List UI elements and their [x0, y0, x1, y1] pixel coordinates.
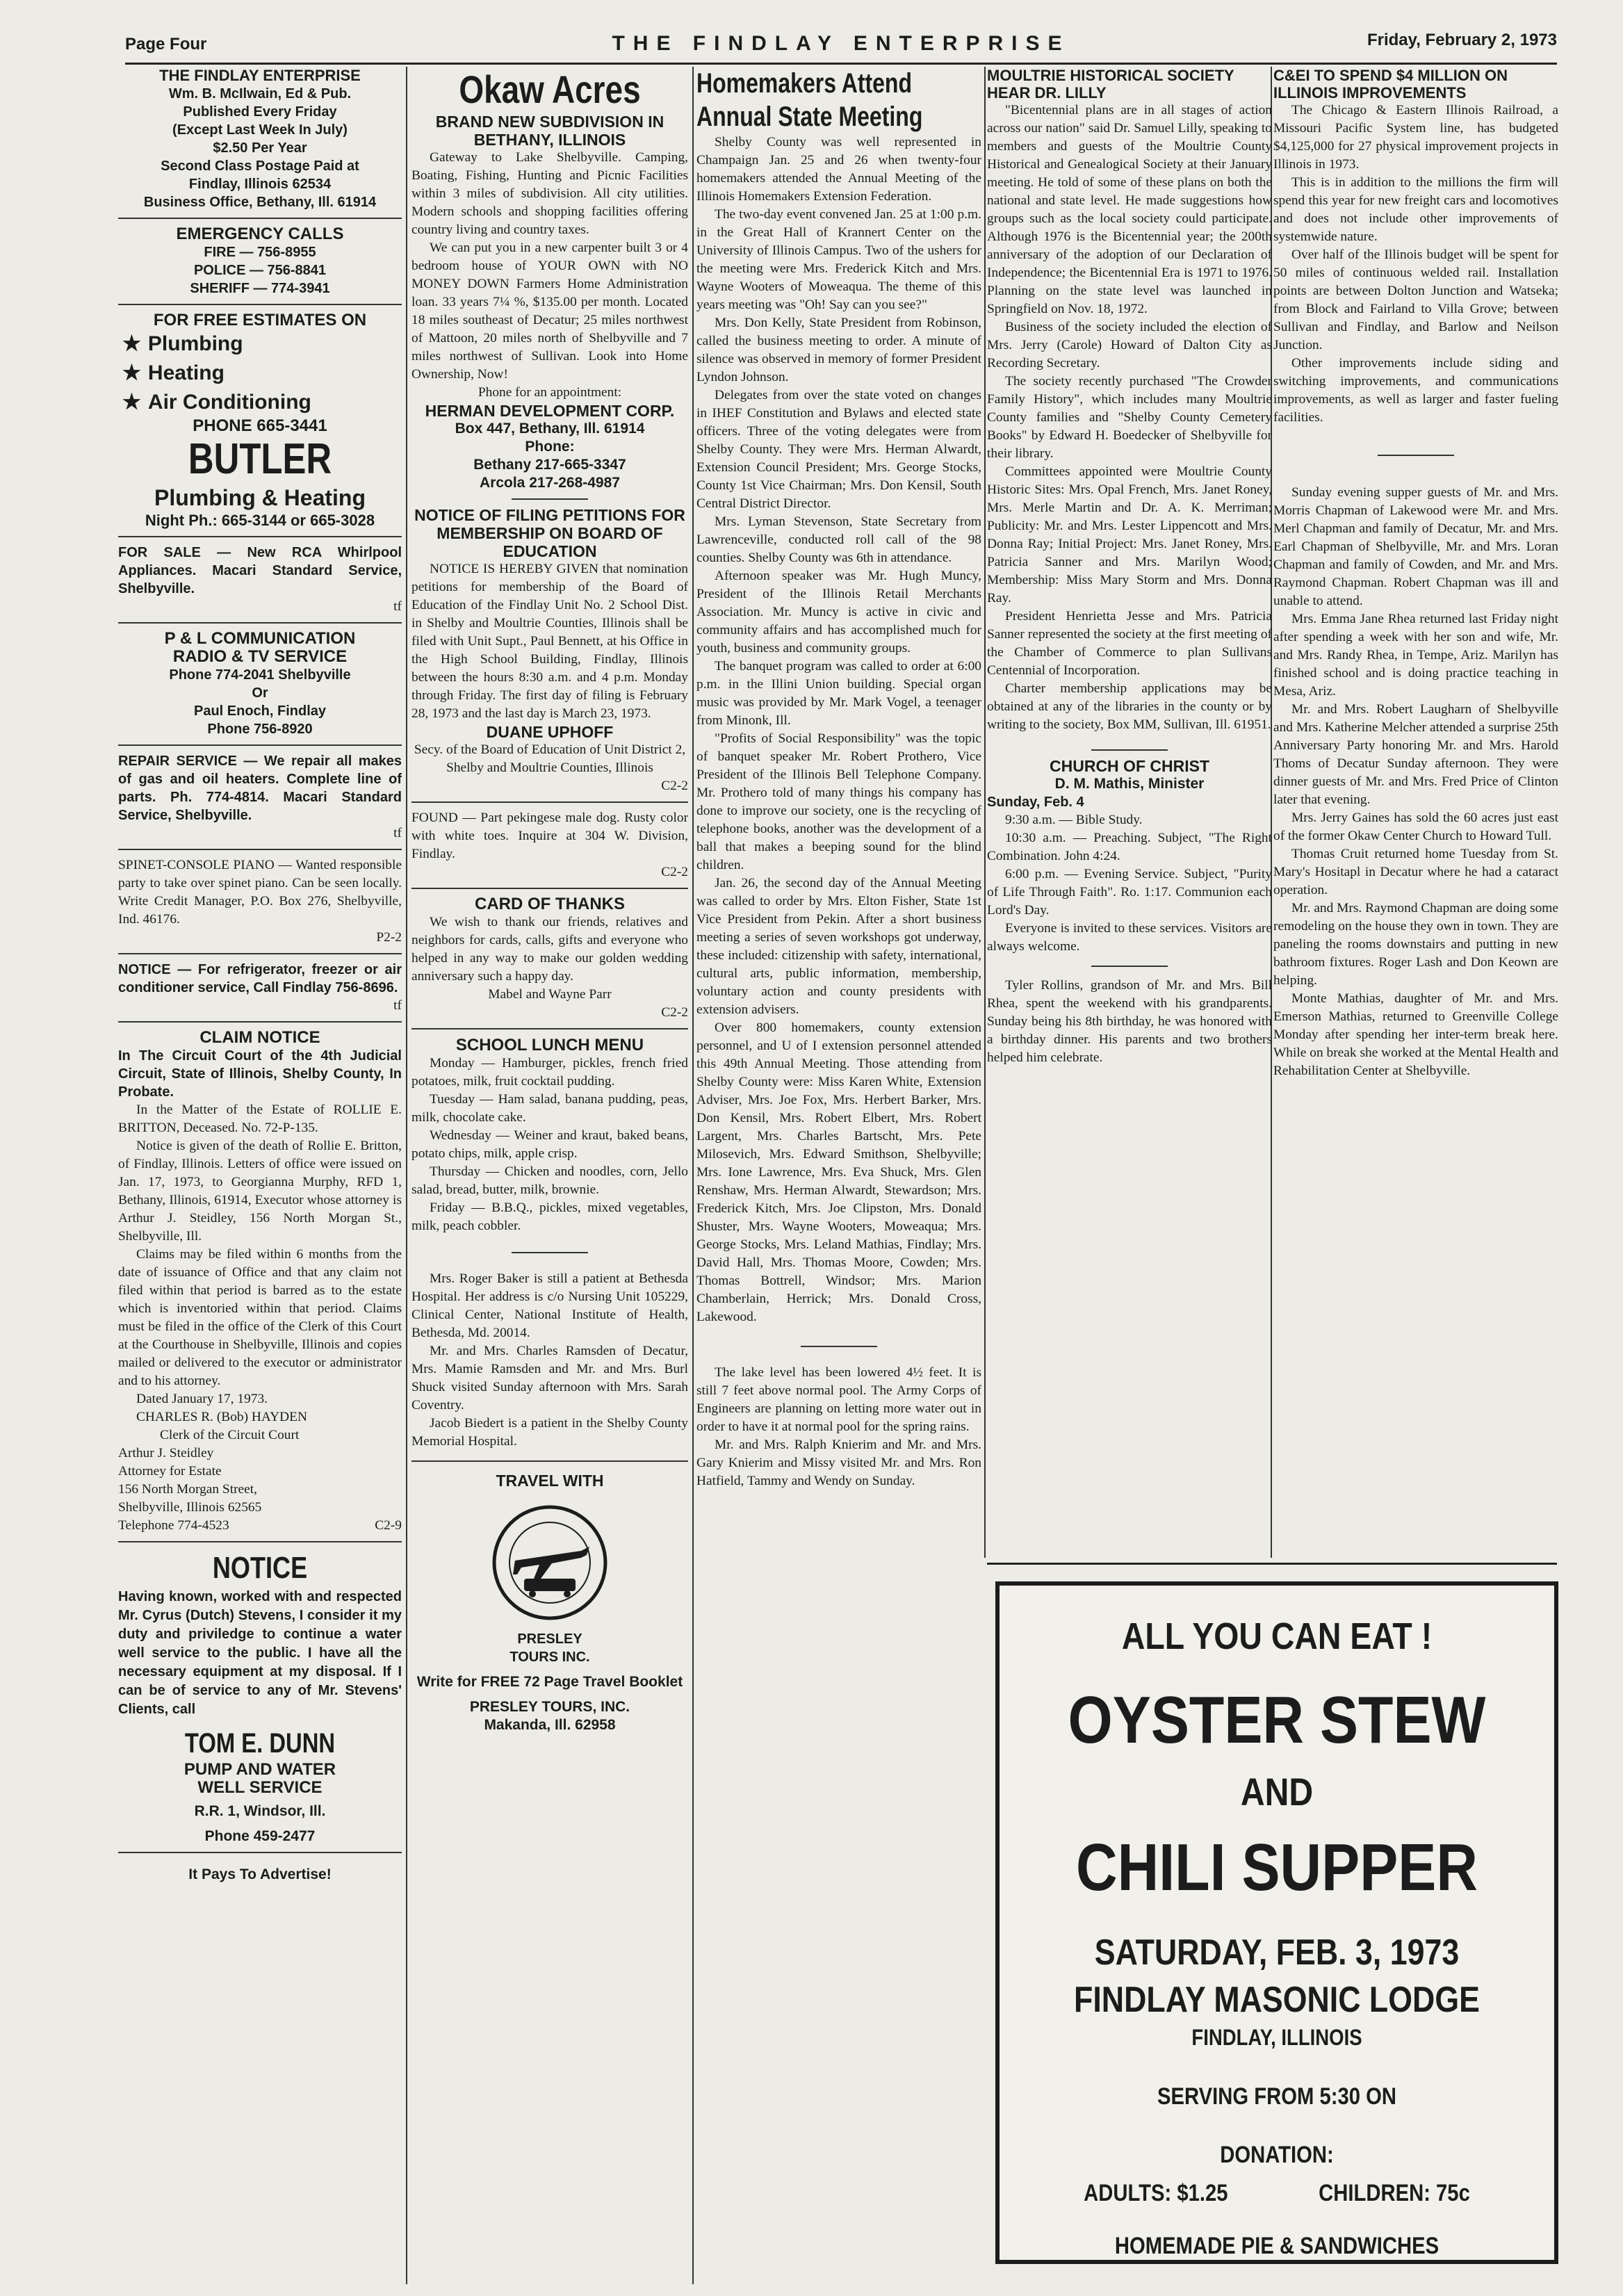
presley-tours-ad: TRAVEL WITH PRESLEY TOURS INC. Write for FREE 72 Page Travel Booklet PRESLEY TOURS, INC. Makanda, Ill. 62958 [411, 1472, 688, 1734]
star-icon: ★ [122, 391, 141, 414]
found-ad: FOUND — Part pekingese male dog. Rusty color with white toes. Inquire at 304 W. Division, Findlay. [411, 811, 688, 861]
divider [118, 536, 402, 537]
column-3 [696, 67, 981, 2284]
promo-place: FINDLAY MASONIC LODGE [1074, 1980, 1480, 2020]
divider [118, 218, 402, 219]
claim-sub: In The Circuit Court of the 4th Judicial Circuit, State of Illinois, Shelby County, In Probate. [118, 1048, 402, 1100]
promo-serving: SERVING FROM 5:30 ON [1157, 2083, 1396, 2110]
butler-sub: Plumbing & Heating [154, 485, 366, 510]
pub-line: (Except Last Week In July) [172, 122, 348, 138]
page-number: Page Four [125, 35, 207, 54]
column-5 [1273, 67, 1558, 1554]
ad-code: tf [393, 599, 402, 614]
divider [801, 1346, 877, 1347]
masthead [125, 29, 1557, 65]
promo-line2: OYSTER STEW [1068, 1683, 1486, 1757]
pub-line: Findlay, Illinois 62534 [188, 177, 332, 192]
column-rule [692, 67, 694, 2284]
divider [1091, 966, 1168, 967]
column-rule [406, 67, 407, 2284]
column-4 [987, 67, 1272, 1554]
butler-ad [118, 311, 402, 530]
notice-title: NOTICE [212, 1551, 308, 1585]
logo-text-top: PRESLEY [517, 1631, 582, 1647]
lake-level-item: The lake level has been lowered 4½ feet. It is still 7 feet above normal pool. The Army Corps of Engineers are planning on letting more water out in order to have it at normal pool for the spring rains. [696, 1365, 981, 1434]
footer-slogan: It Pays To Advertise! [188, 1866, 332, 1882]
petitions-title: NOTICE OF FILING PETITIONS FOR MEMBERSHIP ON BOARD OF EDUCATION [414, 506, 685, 560]
divider [411, 1460, 688, 1462]
plane-logo-icon [477, 1497, 623, 1629]
promo-line1: ALL YOU CAN EAT ! [1121, 1615, 1433, 1657]
divider [411, 888, 688, 889]
fridge-notice: NOTICE — For refrigerator, freezer or air conditioner service, Call Findlay 756-8696. [118, 962, 402, 995]
divider [118, 1021, 402, 1023]
divider [118, 304, 402, 305]
emergency-line: POLICE — 756-8841 [193, 263, 327, 278]
butler-intro: FOR FREE ESTIMATES ON [153, 311, 367, 329]
promo-city: FINDLAY, ILLINOIS [1191, 2025, 1362, 2050]
dunn-notice: NOTICE Having known, worked with and respected Mr. Cyrus (Dutch) Stevens, I consider it my duty and priviledge to continue a water well service to the public. I have all the necessary equipment at my disposal. If I can be of service to any of Mr. Stevens' Clients, call TOM E. DUNN PUMP AND WATER WELL SERVICE R.R. 1, Windsor, Ill. Phone 459-2477 [118, 1549, 402, 1846]
knierim-item: Mr. and Mrs. Ralph Knierim and Mr. and Mrs. Gary Knierim and Missy visited Mr. and Mrs. Ron Hatfield, Tammy and Wendy on Sunday. [696, 1438, 981, 1488]
okaw-title: Okaw Acres [459, 67, 641, 111]
news-item: Mr. and Mrs. Charles Ramsden of Decatur, Mrs. Mamie Ramsden and Mr. and Mrs. Burl Shuck visited Sunday afternoon with Mrs. Sarah Coventry. [411, 1344, 688, 1412]
okaw-ad: Okaw Acres BRAND NEW SUBDIVISION IN BETHANY, ILLINOIS Gateway to Lake Shelbyville. Camping, Boating, Fishing, Hunting and Picnic Facilities within 3 miles of subdivision. All city utilities. Modern schools and shopping facilities offering country living and country taxes. We can put you in a new carpenter built 3 or 4 bedroom house of YOUR OWN with NO MONEY DOWN Farmers Home Administration loan. 33 years 7¼ %, $135.00 per month. Located 18 miles southeast of Decatur; 25 miles northwest of Mattoon, 20 miles north of Shelbyville and 7 miles northwest of Sullivan. Look into Home Ownership, Now! Phone for an appointment: HERMAN DEVELOPMENT CORP. Box 447, Bethany, Ill. 61914 Phone: Bethany 217-665-3347 Arcola 217-268-4987 [411, 67, 688, 491]
emergency-line: FIRE — 756-8955 [204, 245, 316, 260]
divider [118, 953, 402, 954]
school-lunch-menu: SCHOOL LUNCH MENU Monday — Hamburger, pickles, french fried potatoes, milk, fruit cocktail pudding. Tuesday — Ham salad, banana pudding, peas, milk, chocolate cake. Wednesday — Weiner and kraut, baked beans, potato chips, milk, apple crisp. Thursday — Chicken and noodles, corn, Jello salad, bread, butter, milk, brownie. Friday — B.B.Q., pickles, mixed vegetables, milk, peach cobbler. [411, 1036, 688, 1233]
pub-editor: Wm. B. McIlwain, Ed & Pub. [168, 86, 352, 101]
pl-communication-ad: P & L COMMUNICATION RADIO & TV SERVICE Phone 774-2041 Shelbyville Or Paul Enoch, Findlay Phone 756-8920 [164, 629, 356, 737]
service-item: ★ Plumbing [122, 332, 243, 355]
butler-name: BUTLER [188, 435, 332, 483]
divider [118, 849, 402, 850]
homemakers-headline: Homemakers Attend Annual State Meeting [696, 68, 923, 132]
church-of-christ: CHURCH OF CHRIST D. M. Mathis, Minister Sunday, Feb. 4 9:30 a.m. — Bible Study. 10:30 a.m. — Preaching. Subject, "The Right Combination. John 4:24. 6:00 p.m. — Evening Service. Subject, "Purity of Life Through Faith". Ro. 1:17. Communion each Lord's Day. Everyone is invited to these services. Visitors are always welcome. [987, 757, 1272, 954]
claim-title: CLAIM NOTICE [199, 1028, 320, 1047]
logo-text-bottom: TOURS INC. [509, 1650, 590, 1665]
divider [411, 1028, 688, 1029]
divider [1378, 455, 1454, 456]
pub-line: $2.50 Per Year [213, 140, 307, 156]
petitions-notice: NOTICE OF FILING PETITIONS FOR MEMBERSHIP ON BOARD OF EDUCATION NOTICE IS HEREBY GIVEN that nomination petitions for membership of the Board of Education of the Findlay Unit No. 2 School Dist. in Shelby and Moultrie Counties, Illinois shall be filed with Unit Supt., Paul Bennett, at his Office in the High School Building, Findlay, Illinois between the hours 8:30 a.m. and 4 p.m. Monday through Friday. The first day of filing is February 28, 1973 and the last day is March 23, 1973. DUANE UPHOFF Secy. of the Board of Education of Unit District 2, Shelby and Moultrie Counties, Illinois C2-2 [411, 506, 688, 793]
ad-code: tf [393, 826, 402, 840]
promo-prices [1038, 2178, 1515, 2208]
newspaper-title: THE FINDLAY ENTERPRISE [612, 32, 1070, 55]
divider [118, 1541, 402, 1542]
publication-info [118, 67, 402, 211]
homemakers-article: Shelby County was well represented in Champaign Jan. 25 and 26 when twenty-four homemakers attended the Annual Meeting of the Illinois Homemakers Extension Federation. The two-day event convened Jan. 25 at 1:00 p.m. in the Great Hall of Krannert Center on the University of Illinois Campus. Two of the ushers for the meeting were Mrs. Frederick Kitch and Mrs. Wayne Wooters of Moweaqua. The theme of this years meeting was "Oh! Say can you see?" Mrs. Don Kelly, State President from Robinson, called the business meeting to order. A minute of silence was observed in memory of former President Lyndon Johnson. Delegates from over the state voted on changes in IHEF Constitution and Bylaws and elected state officers. Three of the voting delegates were from Shelby County. They were Mrs. Herman Alwardt, Extension Council President; Mrs. George Stocks, County 1st Vice Chairman; Mrs. Don Kensil, South Central District Director. Mrs. Lyman Stevenson, State Secretary from Lawrenceville, conducted roll call of the 98 counties. Shelby County was 6th in attendance. Afternoon speaker was Mr. Hugh Muncy, President of the Illinois Retail Merchants Association. Mr. Muncy is active in civic and community affairs and has accomplished much for youth, business and community groups. The banquet program was called to order at 6:00 p.m. in the Illini Union building. Special organ music was provided by Mr. Mark Vogel, a teenager from Minonk, Ill. "Profits of Social Responsibility" was the topic of banquet speaker Mr. Robert Prothero, Vice President of the Illinois Bell Telephone Company. Mr. Prothero told of many things his company has done to improve our society, one is the recycling of telephone books, another was the development of a ball that makes a beeping sound for the blind children. Jan. 26, the second day of the Annual Meeting was called to order by Mrs. Elton Fisher, State 1st Vice President from Pekin. After a short business meeting a series of seven workshops got underway, these included: citizenship with safety, international, cultural arts, public information, membership, voluntary action and county presidents with extension advisers. Over 800 homemakers, county extension personnel, and U of I extension personnel attended this 49th Annual Meeting. Those attending from Shelby County were: Miss Karen White, Extension Adviser, Mrs. Joe Fox, Mrs. Herbert Barker, Mrs. Don Kensil, Mrs. Robert Elbert, Mrs. Robert Largent, Mrs. Charles Bartscht, Mrs. Pete Milosevich, Mrs. Edward Smithson, Shelbyville; Mrs. Ione Lawrence, Mrs. Eva Shuck, Mrs. Glen Renshaw, Mrs. Herman Alwardt, Stewardson; Mrs. Frederick Kitch, Mrs. Joe Clipston, Mrs. Donald Shuster, Mrs. Wayne Wooters, Moweaqua; Mrs. George Stocks, Mrs. Leland Mathias, Findlay; Mrs. David Hall, Mrs. Thomas Moore, Cowden; Mrs. Thomas Bottrell, Windsor; Mrs. Marion Chamberlain, Herrick; Mrs. Donald Cross, Lakewood. [696, 135, 981, 1324]
pub-line: Published Every Friday [183, 104, 337, 120]
star-icon: ★ [122, 361, 141, 384]
presley-tours-logo [411, 1497, 688, 1666]
promo-children: CHILDREN: 75c [1319, 2180, 1470, 2206]
promo-line4: CHILI SUPPER [1075, 1830, 1478, 1905]
emergency-line: SHERIFF — 774-3941 [190, 281, 330, 296]
promo-donation: DONATION: [1220, 2142, 1334, 2168]
emergency-calls [118, 225, 402, 298]
emergency-title: EMERGENCY CALLS [176, 225, 344, 243]
promo-homemade: HOMEMADE PIE & SANDWICHES [1114, 2233, 1440, 2259]
service-item: ★ Air Conditioning [122, 391, 311, 414]
divider [118, 744, 402, 746]
claim-notice: CLAIM NOTICE In The Circuit Court of the 4th Judicial Circuit, State of Illinois, Shelby County, In Probate. In the Matter of the Estate of ROLLIE E. BRITTON, Deceased. No. 72-P-135. Notice is given of the death of Rollie E. Britton, of Findlay, Illinois. Letters of office were issued on Jan. 17, 1973, to Georgianna Murphy, RFD 1, Bethany, Illinois, 61914, Executor whose attorney is Arthur J. Steidley, 156 North Morgan St., Shelbyville, Ill. Claims may be filed within 6 months from the date of issuance of Office and that any claim not filed within that period is barred as to the estate which is inventoried within that period. Claims must be filed in the office of the Clerk of this Court at the Courthouse in Shelbyville, Illinois and copies mailed or delivered to the executor or administrator and to his attorney. Dated January 17, 1973. CHARLES R. (Bob) HAYDEN Clerk of the Circuit Court Arthur J. Steidley Attorney for Estate 156 North Morgan Street, Shelbyville, Illinois 62565 Telephone 774-4523 C2-9 [118, 1028, 402, 1533]
divider [411, 801, 688, 803]
pub-line: Second Class Postage Paid at [161, 158, 359, 174]
star-icon: ★ [122, 332, 141, 355]
divider [512, 1252, 588, 1253]
column-2: Okaw Acres BRAND NEW SUBDIVISION IN BETHANY, ILLINOIS Gateway to Lake Shelbyville. Camping, Boating, Fishing, Hunting and Picnic Facilities within 3 miles of subdivision. All city utilities. Modern schools and shopping facilities offering country living and country taxes. We can put you in a new carpenter built 3 or 4 bedroom house of YOUR OWN with NO MONEY DOWN Farmers Home Administration loan. 33 years 7¼ %, $135.00 per month. Located 18 miles southeast of Decatur; 25 miles northwest of Mattoon, 20 miles north of Shelbyville and 7 miles northwest of Sullivan. Look into Home Ownership, Now! Phone for an appointment: HERMAN DEVELOPMENT CORP. Box 447, Bethany, Ill. 61914 Phone: Bethany 217-665-3347 Arcola 217-268-4987 NOTICE OF FILING PETITIONS FOR MEMBERSHIP ON BOARD OF EDUCATION NOTICE IS HEREBY GIVEN that nomination petitions for membership of the Board of Education of the Findlay Unit No. 2 School Dist. in Shelby and Moultrie Counties, Illinois shall be filed with Unit Supt., Paul Bennett, at his Office in the High School Building, Findlay, Illinois between the hours 8:30 a.m. and 4 p.m. Monday through Friday. The first day of filing is February 28, 1973 and the last day is March 23, 1973. DUANE UPHOFF Secy. of the Board of Education of Unit District 2, Shelby and Moultrie Counties, Illinois C2-2 FOUND — Part pekingese male dog. Rusty color with white toes. Inquire at 304 W. Division, Findlay. C2-2 CARD OF THANKS We wish to thank our friends, relatives and neighbors for cards, calls, gifts and everyone who helped in any way to make our golden wedding anniversary such a happy day. Mabel and Wayne Parr C2-2 SCHOOL LUNCH MENU Monday — Hamburger, pickles, french fried potatoes, milk, fruit cocktail pudding. Tuesday — Ham salad, banana pudding, peas, milk, chocolate cake. Wednesday — Weiner and kraut, baked beans, potato chips, milk, apple crisp. Thursday — Chicken and noodles, corn, Jello salad, bread, butter, milk, brownie. Friday — B.B.Q., pickles, mixed vegetables, milk, peach cobbler. Mrs. Roger Baker is still a patient at Bethesda Hospital. Her address is c/o Nursing Unit 105229, Clinical Center, National Institute of Health, Bethesda, Md. 20014. Mr. and Mrs. Charles Ramsden of Decatur, Mrs. Mamie Ramsden and Mr. and Mrs. Burl Shuck visited Sunday afternoon with Mrs. Sarah Coventry. Jacob Biedert is a patient in the Shelby County Memorial Hospital. TRAVEL WITH PRESLEY TOURS INC. Write for FREE 72 Page Travel Booklet PRESLEY TOURS, INC. Makanda, Ill. 62958 [411, 67, 688, 1733]
butler-services [118, 329, 402, 417]
repair-ad: REPAIR SERVICE — We repair all makes of gas and oil heaters. Complete line of parts. Ph. 774-4814. Macari Standard Service, Shelbyville. [118, 754, 402, 823]
forsale-ad: FOR SALE — New RCA Whirlpool Appliances. Macari Standard Service, Shelbyville. [118, 545, 402, 596]
oyster-stew-ad [995, 1581, 1558, 2264]
news-item: Mrs. Roger Baker is still a patient at Bethesda Hospital. Her address is c/o Nursing Unit 105229, Clinical Center, National Institute of Health, Bethesda, Md. 20014. [411, 1271, 688, 1340]
service-item: ★ Heating [122, 361, 225, 384]
butler-night: Night Ph.: 665-3144 or 665-3028 [145, 512, 375, 529]
moultrie-article: "Bicentennial plans are in all stages of action across our nation" said Dr. Samuel Lilly, speaking to members and guests of the Moultrie County Historical and Genealogical Society at their January meeting. He told of some of these plans on both the national and state level. He made suggestions how groups such as the local society could participate. Although 1976 is the Bicentennial year; the 200th anniversary of the adoption of our Declaration of Independence; the Bicentennial Era is 1971 to 1976. Planning on the state level was launched in Springfield on Nov. 18, 1972. Business of the society included the election of Mrs. Jerry (Carole) Howard of Dalton City as Recording Secretary. The society recently purchased "The Crowder Family History", which includes many Moultrie County families and "Shelby County Cemetery Books" by Edward H. Boedecker of Shelbyville for their library. Committees appointed were Moultrie County Historic Sites: Mrs. Opal French, Mrs. Janet Roney, Mrs. Merle Martin and Dr. A. K. Merriman; Publicity: Mr. and Mrs. Lester Lippencott and Mrs. Donna Ray; Initial Project: Mrs. Janet Roney, Mrs. Patricia Sanner and Mrs. Marilyn Wood; Membership: Miss Mary Storm and Mrs. Donna Ray. President Henrietta Jesse and Mrs. Patricia Sanner represented the society at the first meeting of the Chamber of Commerce to plan Sullivans Centennial of Incorporation. Charter membership applications may be obtained at any of the libraries in the county or by writing to the society, Box MM, Sullivan, Ill. 61951. [987, 103, 1272, 732]
promo-line3: AND [1240, 1770, 1314, 1814]
okaw-sub: BRAND NEW SUBDIVISION IN BETHANY, ILLINOIS [435, 113, 664, 149]
divider [1091, 749, 1168, 751]
cei-headline: C&EI TO SPEND $4 MILLION ON ILLINOIS IMPROVEMENTS [1273, 67, 1508, 101]
rollins-item: Tyler Rollins, grandson of Mr. and Mrs. Bill Rhea, spent the weekend with his grandparents. Sunday being his 8th birthday, he was honored with a birthday dinner. His parents and two brothers helped him celebrate. [987, 978, 1272, 1065]
pub-name: THE FINDLAY ENTERPRISE [159, 67, 361, 84]
butler-phone: PHONE 665-3441 [193, 416, 327, 435]
pub-line: Business Office, Bethany, Ill. 61914 [143, 195, 377, 210]
divider [987, 1563, 1557, 1565]
divider [118, 622, 402, 624]
social-news: Sunday evening supper guests of Mr. and Mrs. Morris Chapman of Lakewood were Mr. and Mrs. Merl Chapman and family of Decatur, Mr. and Mrs. Earl Chapman of Shelbyville, Mr. and Mrs. Loran Chapman and family of Cowden, and Mr. and Mrs. Raymond Chapman. Robert Chapman was ill and unable to attend. Mrs. Emma Jane Rhea returned last Friday night after spending a week with her son and wife, Mr. and Mrs. Randy Rhea, in Tempe, Ariz. Marilyn has finished school and is doing practice teaching in Mesa, Ariz. Mr. and Mrs. Robert Laugharn of Shelbyville and Mrs. Katherine Melcher attended a surprise 25th Anniversary Party honoring Mr. and Mrs. Harold Thoms of Decatur Sunday afternoon. They were dinner guests of Mr. and Mrs. Fred Price of Clinton later that evening. Mrs. Jerry Gaines has sold the 60 acres just east of the former Okaw Center Church to Howard Tull. Thomas Cruit returned home Tuesday from St. Mary's Hositapl in Decatur where he had a cataract operation. Mr. and Mrs. Raymond Chapman are doing some remodeling on the house they own in town. They are paneling the rooms downstairs and putting in new bathroom fixtures. Roger Lash and Don Keown are helping. Monte Mathias, daughter of Mr. and Mrs. Emerson Mathias, returned to Greenville College Monday after spending her inter-term break here. While on break she worked at the Mental Health and Rehabilitation Center at Shelbyville. [1273, 485, 1558, 1078]
promo-date: SATURDAY, FEB. 3, 1973 [1094, 1932, 1460, 1973]
ad-code: tf [393, 998, 402, 1013]
divider [118, 1852, 402, 1853]
divider [512, 498, 588, 500]
promo-adults: ADULTS: $1.25 [1084, 2180, 1228, 2206]
cei-article: The Chicago & Eastern Illinois Railroad, a Missouri Pacific System line, has budgeted $4,125,000 for 27 physical improvement projects in Illinois in 1973. This is in addition to the millions the firm will spend this year for new freight cars and locomotives and does not include other improvements of systemwide nature. Over half of the Illinois budget will be spent for 50 miles of continuous welded rail. Installation points are between Dolton Junction and Watseka; from Block and Fairland to Villa Grove; between Sullivan and Findlay, and Barlow and Neilson Junction. Other improvements include siding and switching improvements, and communications improvements, as well as larger and faster fueling facilities. [1273, 103, 1558, 425]
piano-ad: SPINET-CONSOLE PIANO — Wanted responsible party to take over spinet piano. Can be seen locally. Write Credit Manager, P.O. Box 276, Shelbyville, Ind. 46176. [118, 858, 402, 927]
dunn-name: TOM E. DUNN [184, 1728, 336, 1759]
card-of-thanks: CARD OF THANKS We wish to thank our friends, relatives and neighbors for cards, calls, gifts and everyone who helped in any way to make our golden wedding anniversary such a happy day. Mabel and Wayne Parr C2-2 [411, 895, 688, 1020]
moultrie-headline: MOULTRIE HISTORICAL SOCIETY HEAR DR. LILLY [987, 67, 1234, 101]
column-rule [984, 67, 986, 1558]
news-item: Jacob Biedert is a patient in the Shelby County Memorial Hospital. [411, 1416, 688, 1449]
column-1 [118, 67, 402, 2284]
issue-date: Friday, February 2, 1973 [1367, 31, 1557, 49]
ad-code: P2-2 [376, 930, 402, 945]
